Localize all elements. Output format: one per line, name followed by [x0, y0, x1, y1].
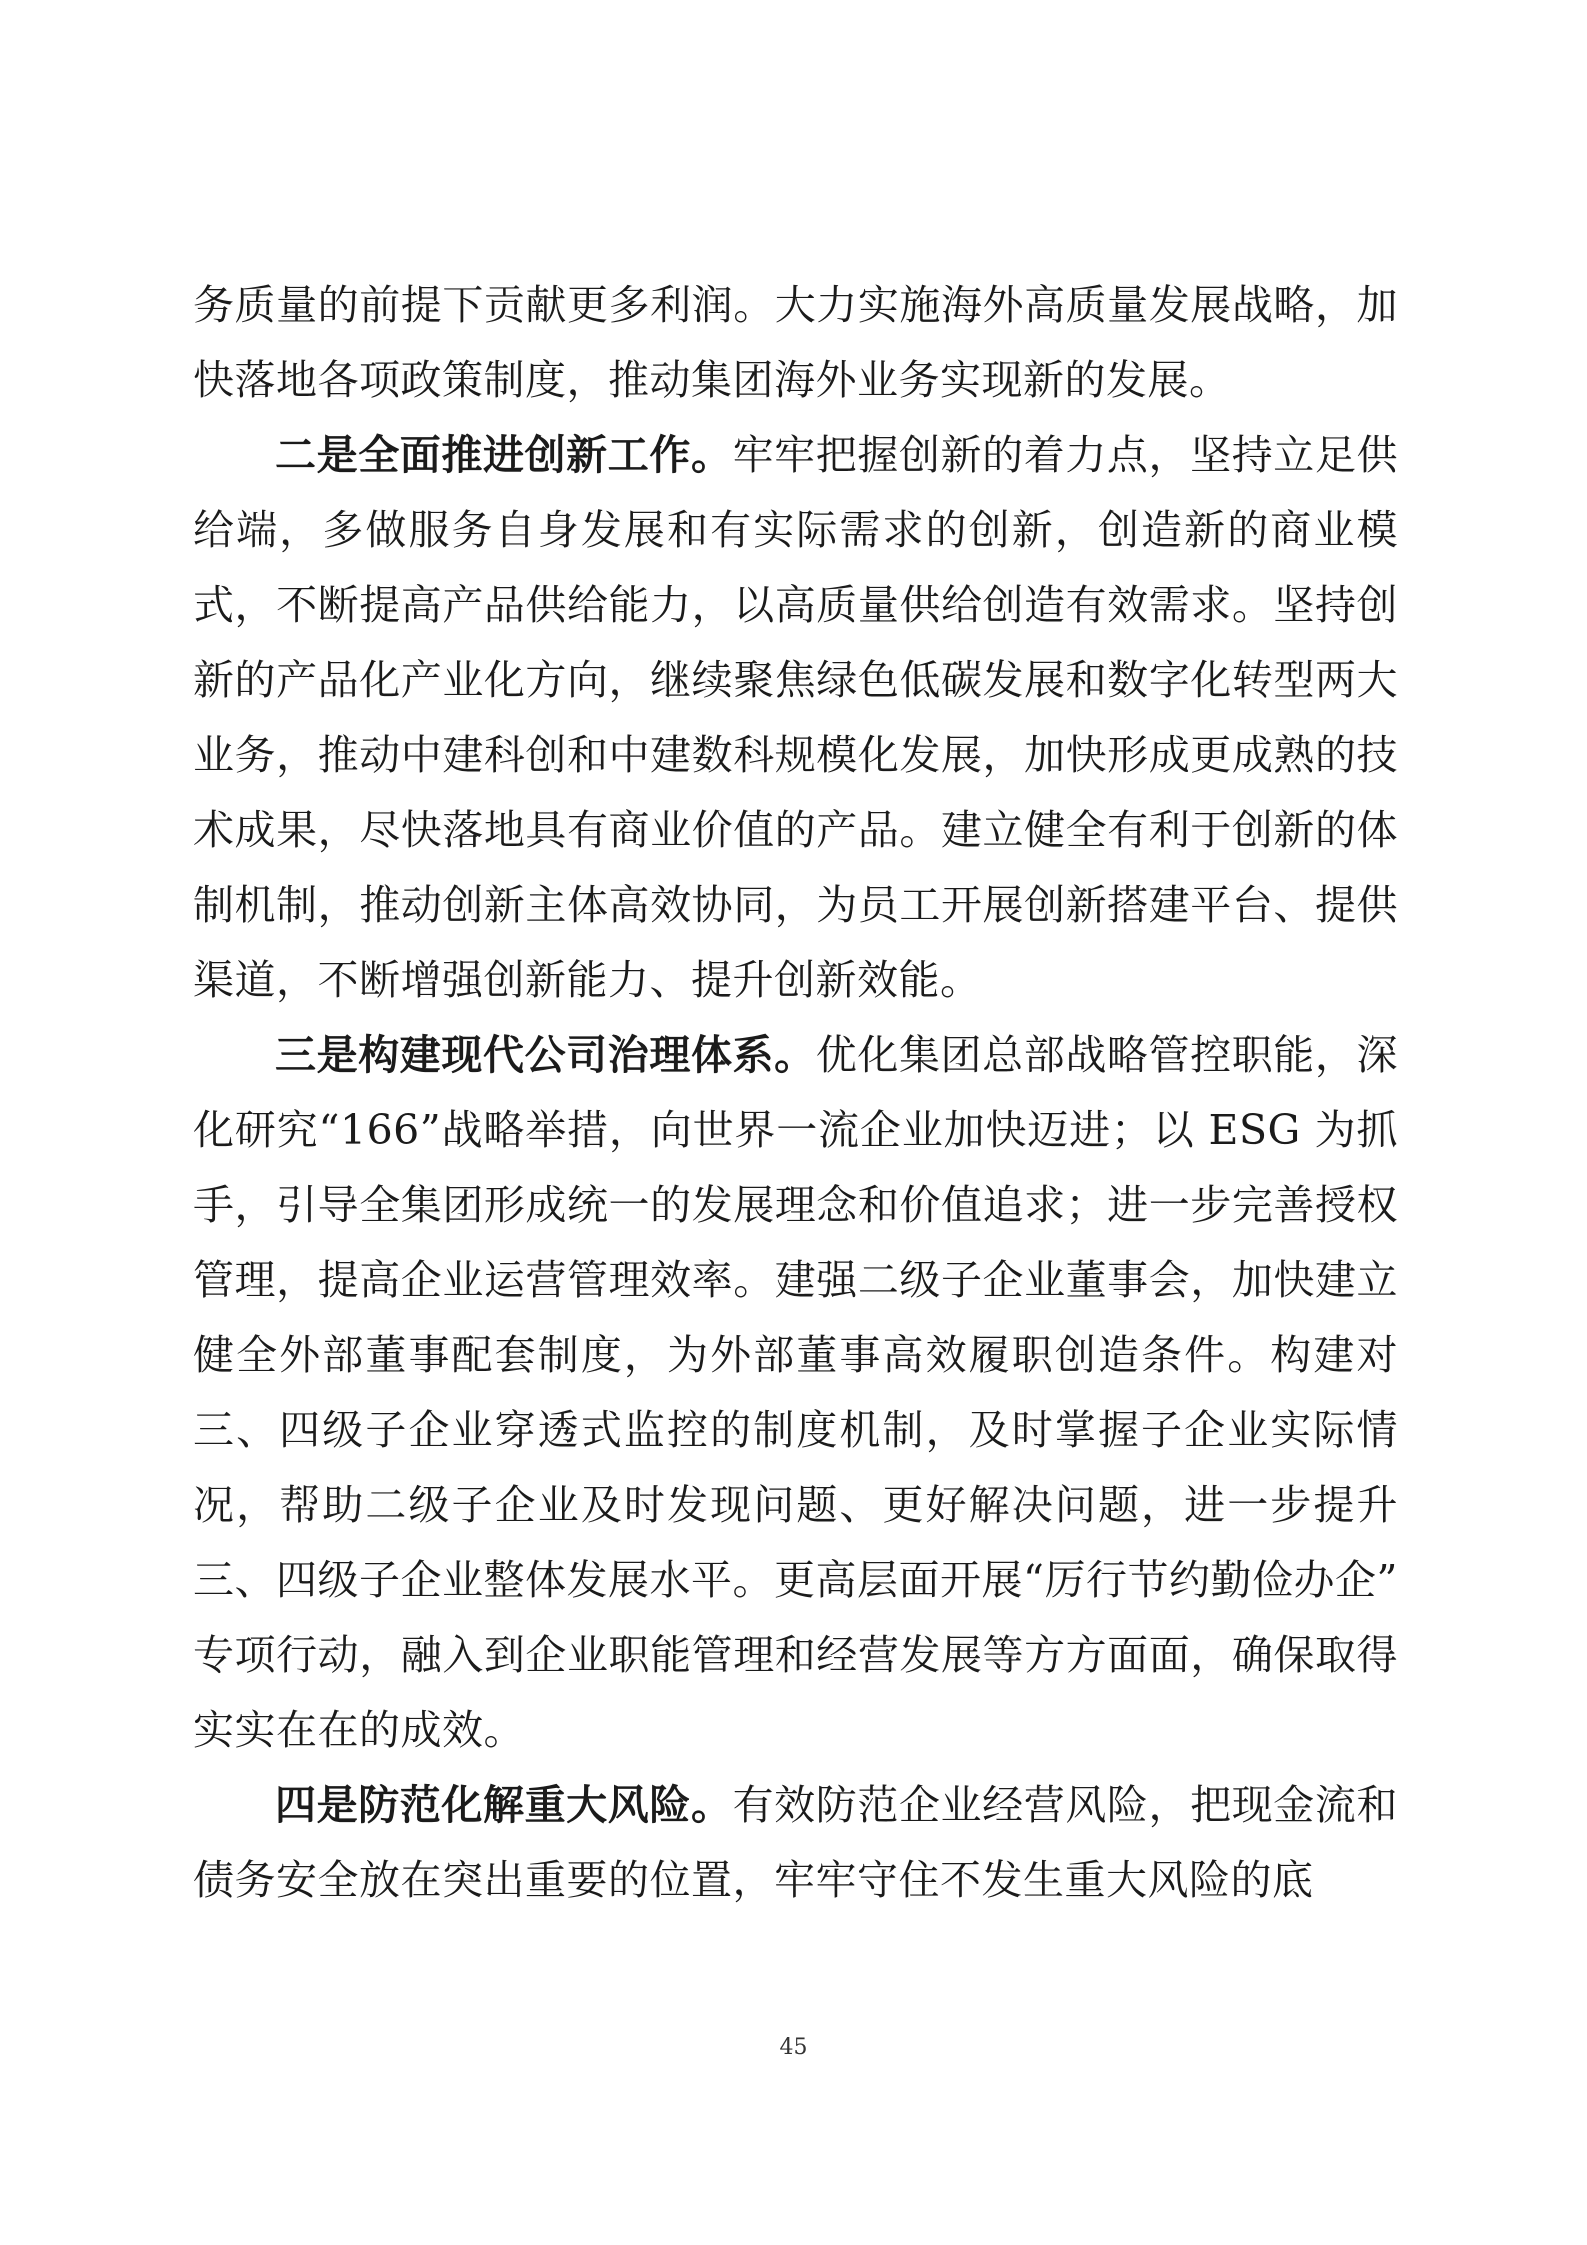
- paragraph-2: [193, 418, 1398, 1018]
- page-number: 45: [779, 2035, 808, 2060]
- paragraph-lead: 二是全面推进创新工作。: [275, 431, 733, 479]
- paragraph-lead: 四是防范化解重大风险。: [275, 1781, 733, 1829]
- paragraph-text: 优化集团总部战略管控职能，深化研究“166”战略举措，向世界一流企业加快迈进；以 ESG 为抓手，引导全集团形成统一的发展理念和价值追求；进一步完善授权管理，提高企业运营管理效率。建强二级子企业董事会，加快建立健全外部董事配套制度，为外部董事高效履职创造条件。构建对三、四级子企业穿透式监控的制度机制，及时掌握子企业实际情况，帮助二级子企业及时发现问题、更好解决问题，进一步提升三、四级子企业整体发展水平。更高层面开展“厉行节约勤俭办企”专项行动，融入到企业职能管理和经营发展等方方面面，确保取得实实在在的成效。: [193, 1031, 1398, 1754]
- paragraph-text: 务质量的前提下贡献更多利润。大力实施海外高质量发展战略，加快落地各项政策制度，推动集团海外业务实现新的发展。: [193, 281, 1398, 404]
- paragraph-1: [193, 268, 1398, 418]
- paragraph-lead: 三是构建现代公司治理体系。: [275, 1031, 816, 1079]
- paragraph-4: [193, 1768, 1398, 1918]
- document-body: [193, 268, 1398, 1918]
- paragraph-3: [193, 1018, 1398, 1768]
- paragraph-text: 有效防范企业经营风险，把现金流和债务安全放在突出重要的位置，牢牢守住不发生重大风险的底: [193, 1781, 1399, 1904]
- paragraph-text: 牢牢把握创新的着力点，坚持立足供给端，多做服务自身发展和有实际需求的创新，创造新的商业模式，不断提高产品供给能力，以高质量供给创造有效需求。坚持创新的产品化产业化方向，继续聚焦绿色低碳发展和数字化转型两大业务，推动中建科创和中建数科规模化发展，加快形成更成熟的技术成果，尽快落地具有商业价值的产品。建立健全有利于创新的体制机制，推动创新主体高效协同，为员工开展创新搭建平台、提供渠道，不断增强创新能力、提升创新效能。: [193, 431, 1399, 1004]
